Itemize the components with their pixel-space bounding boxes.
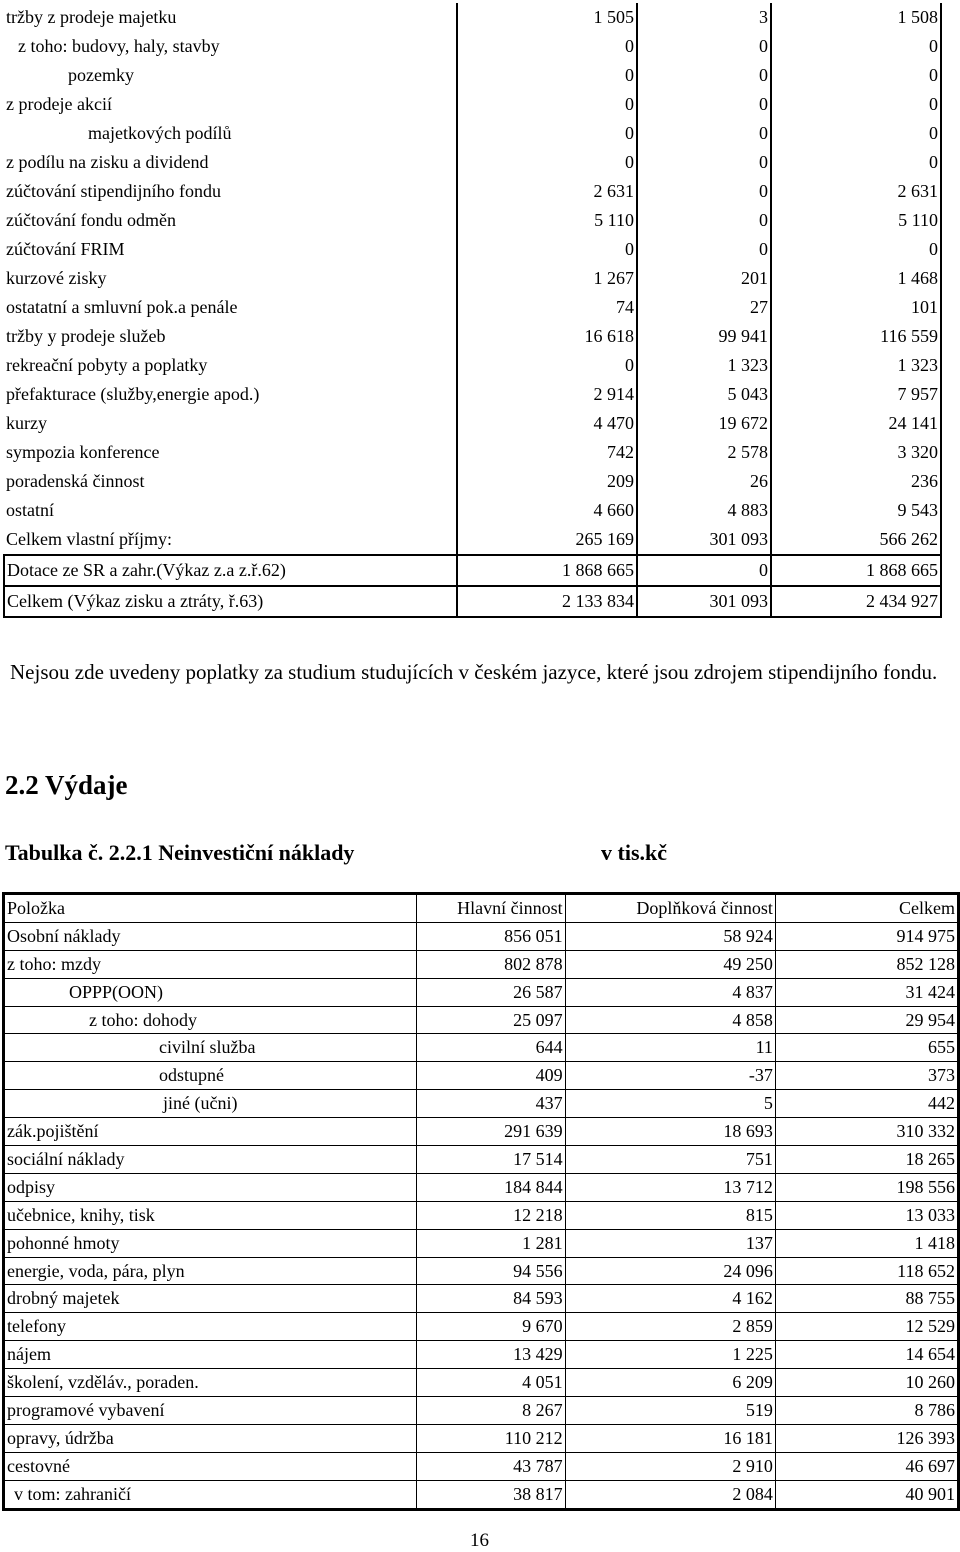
total-value: 655 [775, 1034, 958, 1062]
row-label: energie, voda, pára, plyn [4, 1257, 417, 1285]
costs-row [4, 1229, 959, 1257]
income-row [4, 380, 941, 409]
row-label: z prodeje akcií [4, 90, 457, 119]
value-col3: 7 957 [771, 380, 941, 409]
value-col2: 19 672 [637, 409, 771, 438]
income-row [4, 264, 941, 293]
income-row [4, 119, 941, 148]
row-label: Celkem vlastní příjmy: [4, 525, 457, 555]
value-col1: 1 267 [457, 264, 637, 293]
main-activity-value: 409 [416, 1062, 565, 1090]
costs-row [4, 1397, 959, 1425]
value-col3: 9 543 [771, 496, 941, 525]
row-label: tržby z prodeje majetku [4, 3, 457, 32]
secondary-activity-value: 13 712 [565, 1173, 775, 1201]
value-col3: 0 [771, 32, 941, 61]
value-col2: 3 [637, 3, 771, 32]
secondary-activity-value: 16 181 [565, 1424, 775, 1452]
value-col3: 0 [771, 61, 941, 90]
secondary-activity-value: 5 [565, 1090, 775, 1118]
costs-row [4, 1369, 959, 1397]
total-value: 18 265 [775, 1146, 958, 1174]
total-value: 14 654 [775, 1341, 958, 1369]
note-paragraph: Nejsou zde uvedeny poplatky za studium studujících v českém jazyce, které jsou zdrojem stipendijního fondu. [10, 660, 938, 684]
costs-table [2, 892, 960, 1511]
costs-row [4, 950, 959, 978]
value-col3: 1 468 [771, 264, 941, 293]
row-label: školení, vzděláv., poraden. [4, 1369, 417, 1397]
main-activity-value: 802 878 [416, 950, 565, 978]
total-value: 12 529 [775, 1313, 958, 1341]
income-table [3, 3, 942, 618]
row-label: poradenská činnost [4, 467, 457, 496]
row-label: ostatní [4, 496, 457, 525]
row-label: majetkových podílů [4, 119, 457, 148]
income-row [4, 90, 941, 119]
row-label: z toho: dohody [4, 1006, 417, 1034]
income-row [4, 409, 941, 438]
costs-row [4, 1341, 959, 1369]
value-col1: 4 660 [457, 496, 637, 525]
total-value: 914 975 [775, 922, 958, 950]
costs-row [4, 1257, 959, 1285]
value-col1: 265 169 [457, 525, 637, 555]
income-row [4, 322, 941, 351]
costs-row [4, 1313, 959, 1341]
row-label: rekreační pobyty a poplatky [4, 351, 457, 380]
row-label: drobný majetek [4, 1285, 417, 1313]
value-col1: 0 [457, 235, 637, 264]
value-col3: 116 559 [771, 322, 941, 351]
main-activity-value: 25 097 [416, 1006, 565, 1034]
value-col3: 1 508 [771, 3, 941, 32]
value-col2: 4 883 [637, 496, 771, 525]
income-row [4, 586, 941, 617]
value-col2: 0 [637, 555, 771, 586]
value-col1: 2 133 834 [457, 586, 637, 617]
row-label: Celkem (Výkaz zisku a ztráty, ř.63) [4, 586, 457, 617]
income-row [4, 293, 941, 322]
value-col1: 2 914 [457, 380, 637, 409]
row-label: programové vybavení [4, 1397, 417, 1425]
value-col3: 0 [771, 119, 941, 148]
total-value: 310 332 [775, 1118, 958, 1146]
header-main-activity: Hlavní činnost [416, 894, 565, 923]
secondary-activity-value: 137 [565, 1229, 775, 1257]
row-label: z toho: mzdy [4, 950, 417, 978]
total-value: 373 [775, 1062, 958, 1090]
value-col1: 74 [457, 293, 637, 322]
value-col2: 2 578 [637, 438, 771, 467]
main-activity-value: 94 556 [416, 1257, 565, 1285]
total-value: 29 954 [775, 1006, 958, 1034]
secondary-activity-value: 1 225 [565, 1341, 775, 1369]
value-col2: 27 [637, 293, 771, 322]
value-col1: 16 618 [457, 322, 637, 351]
costs-row [4, 978, 959, 1006]
main-activity-value: 84 593 [416, 1285, 565, 1313]
value-col2: 0 [637, 119, 771, 148]
main-activity-value: 110 212 [416, 1424, 565, 1452]
value-col1: 0 [457, 61, 637, 90]
value-col3: 24 141 [771, 409, 941, 438]
total-value: 10 260 [775, 1369, 958, 1397]
costs-row [4, 1062, 959, 1090]
value-col2: 301 093 [637, 525, 771, 555]
secondary-activity-value: 2 859 [565, 1313, 775, 1341]
costs-row [4, 1090, 959, 1118]
secondary-activity-value: 18 693 [565, 1118, 775, 1146]
total-value: 198 556 [775, 1173, 958, 1201]
costs-row [4, 1201, 959, 1229]
main-activity-value: 1 281 [416, 1229, 565, 1257]
income-row [4, 61, 941, 90]
value-col2: 0 [637, 61, 771, 90]
value-col1: 4 470 [457, 409, 637, 438]
value-col3: 3 320 [771, 438, 941, 467]
value-col1: 1 505 [457, 3, 637, 32]
value-col3: 0 [771, 90, 941, 119]
secondary-activity-value: 2 084 [565, 1480, 775, 1509]
costs-header-row [4, 894, 959, 923]
income-row [4, 3, 941, 32]
costs-row [4, 1173, 959, 1201]
value-col3: 2 631 [771, 177, 941, 206]
secondary-activity-value: 815 [565, 1201, 775, 1229]
costs-row [4, 1146, 959, 1174]
main-activity-value: 12 218 [416, 1201, 565, 1229]
main-activity-value: 9 670 [416, 1313, 565, 1341]
total-value: 118 652 [775, 1257, 958, 1285]
unit-label: v tis.kč [601, 840, 667, 865]
page-number: 16 [470, 1530, 489, 1551]
total-value: 8 786 [775, 1397, 958, 1425]
value-col2: 0 [637, 177, 771, 206]
row-label: sympozia konference [4, 438, 457, 467]
row-label: učebnice, knihy, tisk [4, 1201, 417, 1229]
row-label: zúčtování fondu odměn [4, 206, 457, 235]
secondary-activity-value: 4 162 [565, 1285, 775, 1313]
costs-row [4, 1424, 959, 1452]
section-heading: 2.2 Výdaje [5, 770, 128, 800]
income-row [4, 235, 941, 264]
main-activity-value: 437 [416, 1090, 565, 1118]
total-value: 1 418 [775, 1229, 958, 1257]
value-col3: 5 110 [771, 206, 941, 235]
row-label: kurzy [4, 409, 457, 438]
value-col1: 0 [457, 119, 637, 148]
row-label: přefakturace (služby,energie apod.) [4, 380, 457, 409]
value-col2: 5 043 [637, 380, 771, 409]
secondary-activity-value: 11 [565, 1034, 775, 1062]
secondary-activity-value: 2 910 [565, 1452, 775, 1480]
total-value: 88 755 [775, 1285, 958, 1313]
secondary-activity-value: 4 858 [565, 1006, 775, 1034]
row-label: ostatatní a smluvní pok.a penále [4, 293, 457, 322]
main-activity-value: 17 514 [416, 1146, 565, 1174]
value-col2: 26 [637, 467, 771, 496]
row-label: OPPP(OON) [4, 978, 417, 1006]
costs-row [4, 1006, 959, 1034]
income-row [4, 496, 941, 525]
income-row [4, 555, 941, 586]
main-activity-value: 8 267 [416, 1397, 565, 1425]
header-total: Celkem [775, 894, 958, 923]
secondary-activity-value: 49 250 [565, 950, 775, 978]
value-col3: 1 868 665 [771, 555, 941, 586]
secondary-activity-value: 751 [565, 1146, 775, 1174]
row-label: pohonné hmoty [4, 1229, 417, 1257]
value-col2: 99 941 [637, 322, 771, 351]
income-row [4, 32, 941, 61]
row-label: zúčtování stipendijního fondu [4, 177, 457, 206]
value-col3: 101 [771, 293, 941, 322]
income-row [4, 467, 941, 496]
row-label: tržby y prodeje služeb [4, 322, 457, 351]
value-col2: 0 [637, 90, 771, 119]
row-label: opravy, údržba [4, 1424, 417, 1452]
income-row [4, 148, 941, 177]
income-row [4, 206, 941, 235]
total-value: 852 128 [775, 950, 958, 978]
value-col1: 209 [457, 467, 637, 496]
row-label: kurzové zisky [4, 264, 457, 293]
income-row [4, 177, 941, 206]
costs-row [4, 1034, 959, 1062]
main-activity-value: 43 787 [416, 1452, 565, 1480]
row-label: zúčtování FRIM [4, 235, 457, 264]
costs-row [4, 1285, 959, 1313]
value-col3: 236 [771, 467, 941, 496]
row-label: zák.pojištění [4, 1118, 417, 1146]
row-label: odpisy [4, 1173, 417, 1201]
income-row [4, 351, 941, 380]
main-activity-value: 38 817 [416, 1480, 565, 1509]
secondary-activity-value: 519 [565, 1397, 775, 1425]
costs-row [4, 1480, 959, 1509]
row-label: sociální náklady [4, 1146, 417, 1174]
value-col2: 0 [637, 235, 771, 264]
total-value: 31 424 [775, 978, 958, 1006]
secondary-activity-value: -37 [565, 1062, 775, 1090]
row-label: nájem [4, 1341, 417, 1369]
value-col3: 0 [771, 235, 941, 264]
row-label: cestovné [4, 1452, 417, 1480]
total-value: 40 901 [775, 1480, 958, 1509]
main-activity-value: 13 429 [416, 1341, 565, 1369]
value-col2: 301 093 [637, 586, 771, 617]
row-label: jiné (učni) [4, 1090, 417, 1118]
value-col1: 0 [457, 32, 637, 61]
row-label: odstupné [4, 1062, 417, 1090]
income-row [4, 525, 941, 555]
total-value: 46 697 [775, 1452, 958, 1480]
value-col1: 2 631 [457, 177, 637, 206]
main-activity-value: 184 844 [416, 1173, 565, 1201]
value-col2: 0 [637, 148, 771, 177]
main-activity-value: 644 [416, 1034, 565, 1062]
main-activity-value: 4 051 [416, 1369, 565, 1397]
total-value: 126 393 [775, 1424, 958, 1452]
costs-row [4, 1452, 959, 1480]
row-label: pozemky [4, 61, 457, 90]
value-col3: 1 323 [771, 351, 941, 380]
secondary-activity-value: 4 837 [565, 978, 775, 1006]
row-label: Dotace ze SR a zahr.(Výkaz z.a z.ř.62) [4, 555, 457, 586]
secondary-activity-value: 6 209 [565, 1369, 775, 1397]
value-col2: 1 323 [637, 351, 771, 380]
row-label: z toho: budovy, haly, stavby [4, 32, 457, 61]
value-col1: 1 868 665 [457, 555, 637, 586]
value-col2: 0 [637, 32, 771, 61]
main-activity-value: 856 051 [416, 922, 565, 950]
header-secondary-activity: Doplňková činnost [565, 894, 775, 923]
main-activity-value: 26 587 [416, 978, 565, 1006]
costs-row [4, 1118, 959, 1146]
value-col3: 566 262 [771, 525, 941, 555]
value-col2: 0 [637, 206, 771, 235]
value-col2: 201 [637, 264, 771, 293]
row-label: v tom: zahraničí [4, 1480, 417, 1509]
total-value: 13 033 [775, 1201, 958, 1229]
row-label: z podílu na zisku a dividend [4, 148, 457, 177]
table-caption: Tabulka č. 2.2.1 Neinvestiční náklady [5, 840, 355, 865]
secondary-activity-value: 24 096 [565, 1257, 775, 1285]
value-col1: 5 110 [457, 206, 637, 235]
value-col1: 742 [457, 438, 637, 467]
costs-row [4, 922, 959, 950]
income-row [4, 438, 941, 467]
secondary-activity-value: 58 924 [565, 922, 775, 950]
row-label: civilní služba [4, 1034, 417, 1062]
main-activity-value: 291 639 [416, 1118, 565, 1146]
value-col1: 0 [457, 148, 637, 177]
total-value: 442 [775, 1090, 958, 1118]
value-col3: 2 434 927 [771, 586, 941, 617]
value-col3: 0 [771, 148, 941, 177]
value-col1: 0 [457, 351, 637, 380]
value-col1: 0 [457, 90, 637, 119]
header-item: Položka [4, 894, 417, 923]
row-label: telefony [4, 1313, 417, 1341]
row-label: Osobní náklady [4, 922, 417, 950]
